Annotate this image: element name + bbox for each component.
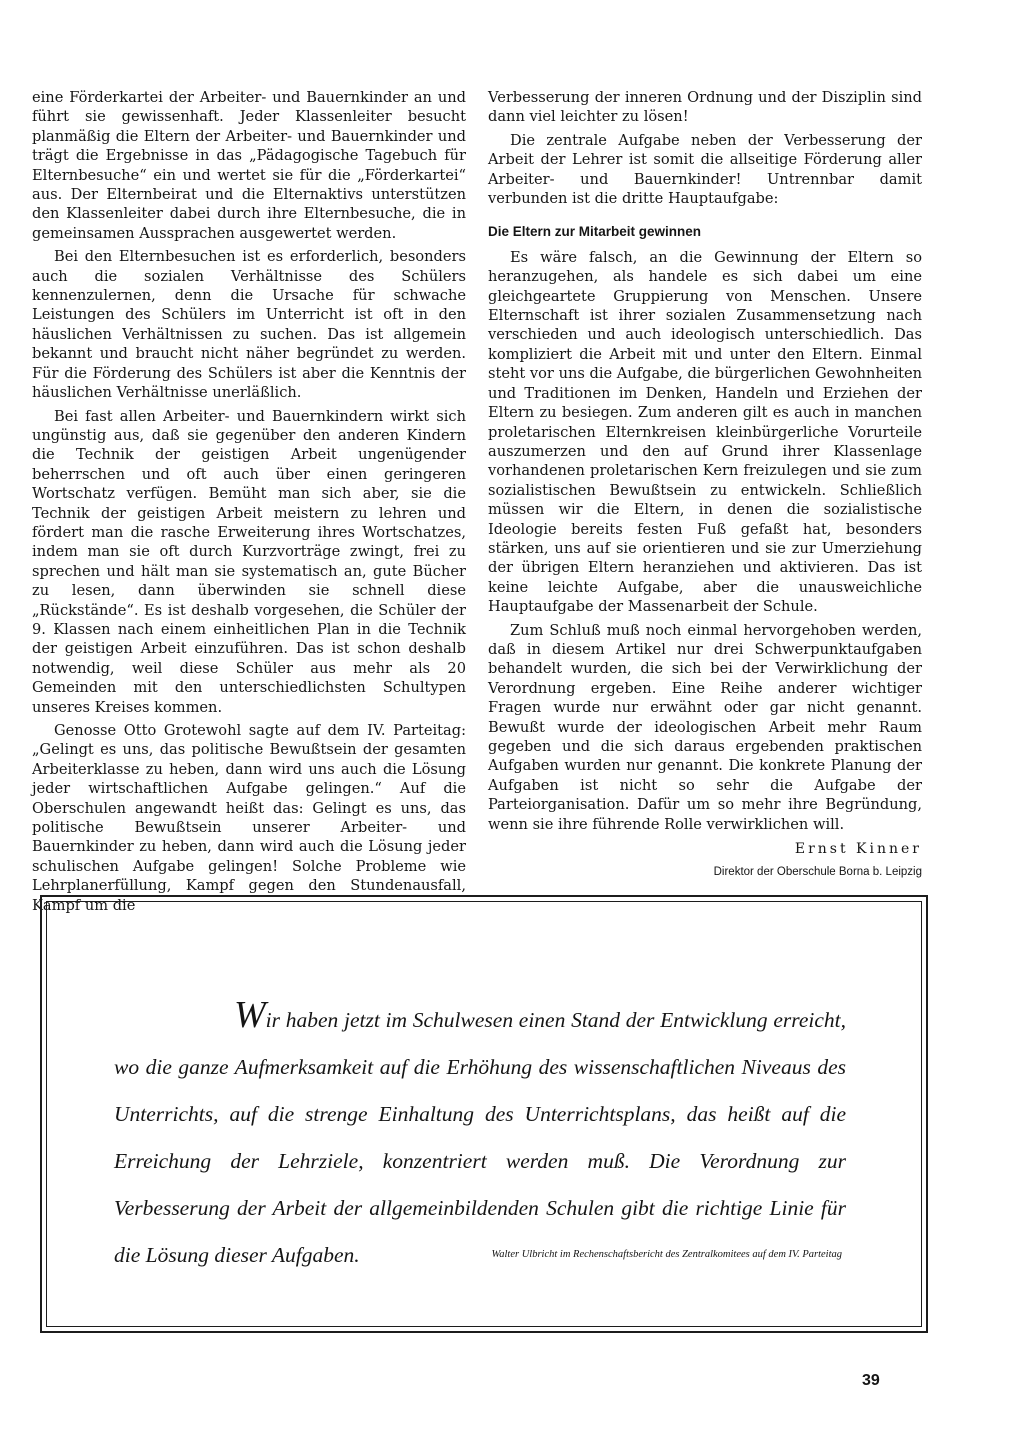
page-number: 39 — [862, 1372, 880, 1389]
paragraph: Bei fast allen Arbeiter- und Bauernkindern wirkt sich ungünstig aus, daß sie gegenüber den anderen Kindern die Technik der geistigen Arbeit ungenügender beherrschen und oft auch über einen geringeren Wortschatz verfügen. Bemüht man sich aber, sie die Technik der geistigen Arbeit meistern zu lehren und fördert man die rasche Erweiterung ihres Wortschatzes, indem man sie oft durch Kurzvorträge zwingt, frei zu sprechen und hält man sie systematisch an, gute Bücher zu lesen, dann überwinden sie schnell diese „Rückstände“. Es ist deshalb vorgesehen, die Schüler der 9. Klassen nach einem einheitlichen Plan in die Technik der geistigen Arbeit einzuführen. Das ist schon deshalb notwendig, weil diese Schüler aus mehr als 20 Gemeinden mit den unterschiedlichsten Schultypen unseres Kreises kommen. — [32, 407, 466, 716]
quote-box — [40, 895, 928, 1333]
paragraph: Verbesserung der inneren Ordnung und der Disziplin sind dann viel leichter zu lösen! — [488, 89, 922, 126]
quote-text — [114, 994, 846, 1279]
quote-body: ir haben jetzt im Schulwesen einen Stand der Entwicklung erreicht, wo die ganze Aufmerksamkeit auf die Erhöhung des wissenschaftlichen Niveaus des Unterrichts, auf die strenge Einhaltung des Unterrichtsplans, das heißt auf die Erreichung der Lehrziele, konzentriert werden muß. Die Verordnung zur Verbesserung der Arbeit der allgemeinbildenden Schulen gibt die richtige Linie für die Lösung dieser Aufgaben. — [114, 1008, 846, 1267]
author-title: Direktor der Oberschule Borna b. Leipzig — [713, 866, 922, 879]
quote-attribution: Walter Ulbricht im Rechenschaftsbericht des Zentralkomitees auf dem IV. Parteitag — [491, 1249, 842, 1260]
left-column — [32, 88, 466, 919]
author-signature — [488, 840, 922, 883]
author-name: Ernst Kinner — [794, 841, 922, 858]
paragraph: Die zentrale Aufgabe neben der Verbesserung der Arbeit der Lehrer ist somit die allseitige Förderung aller Arbeiter- und Bauernkinder! Untrennbar damit verbunden ist die dritte Hauptaufgabe: — [488, 131, 922, 208]
paragraph: Genosse Otto Grotewohl sagte auf dem IV. Parteitag: „Gelingt es uns, das politische Bewußtsein der gesamten Arbeiterklasse zu heben, dann wird uns auch die Lösung jeder wirtschaftlichen Aufgabe gelingen.“ Auf die Oberschulen angewandt heißt das: Gelingt es uns, das politische Bewußtsein unserer Arbeiter- und Bauernkinder zu heben, dann wird auch die Lösung jeder schulischen Aufgabe gelingen! Solche Probleme wie Lehrplanerfüllung, Kampf gegen den Stundenausfall, Kampf um die — [32, 722, 466, 914]
right-column — [488, 88, 922, 883]
section-heading: Die Eltern zur Mitarbeit gewinnen — [488, 224, 702, 240]
paragraph: Es wäre falsch, an die Gewinnung der Eltern so heranzugehen, als handele es sich dabei um eine gleichgeartete Gruppierung von Menschen. Unsere Elternschaft ist ihrer sozialen Zusammensetzung nach verschieden und auch ideologisch unterschiedlich. Das kompliziert die Arbeit mit und unter den Eltern. Einmal steht vor uns die Aufgabe, die bürgerlichen Gewohnheiten und Traditionen im Denken, Handeln und Erziehen der Eltern zu besiegen. Zum anderen gilt es auch in manchen proletarischen Elternkreisen kleinbürgerliche Vorurteile auszumerzen und den auf Grund ihrer Klassenlage vorhandenen proletarischen Kern freizulegen und sie zum sozialistischen Bewußtsein zu entwickeln. Schließlich müssen wir die Eltern, in denen die sozialistische Ideologie bereits festen Fuß gefaßt hat, besonders stärken, uns auf sie orientieren und sie zur Umerziehung der übrigen Eltern heranziehen und aktivieren. Das ist keine leichte Aufgabe, aber die unausweichliche Hauptaufgabe der Massenarbeit der Schule. — [488, 248, 922, 616]
quote-dropcap: W — [234, 994, 266, 1036]
paragraph: Zum Schluß muß noch einmal hervorgehoben werden, daß in diesem Artikel nur drei Schwerpunktaufgaben behandelt wurden, die sich bei der Verwirklichung der Verordnung ergeben. Eine Reihe anderer wichtiger Fragen wurde nur erwähnt oder gar nicht genannt. Bewußt wurde der ideologischen Arbeit mehr Raum gegeben und die sich daraus ergebenden praktischen Aufgaben wurden nur genannt. Die konkrete Planung der Aufgaben ist nicht so sehr die Aufgabe der Parteiorganisation. Dafür um so mehr ihre Begründung, wenn sie ihre führende Rolle verwirklichen will. — [488, 621, 922, 833]
paragraph: Bei den Elternbesuchen ist es erforderlich, besonders auch die sozialen Verhältnisse des Schülers kennenzulernen, denn die Ursache für schwache Leistungen des Schülers im Unterricht ist oft in den häuslichen Verhältnissen zu suchen. Das ist allgemein bekannt und braucht nicht näher begründet zu werden. Für die Förderung des Schülers ist aber die Kenntnis der häuslichen Verhältnisse unerläßlich. — [32, 248, 466, 402]
paragraph: eine Förderkartei der Arbeiter- und Bauernkinder an und führt sie gewissenhaft. Jeder Klassenleiter besucht planmäßig die Eltern der Arbeiter- und Bauernkinder und trägt die Ergebnisse in das „Pädagogische Tagebuch für Elternbesuche“ ein und wertet sie für die „Förderkartei“ aus. Der Elternbeirat und die Elternaktivs unterstützen den Klassenleiter dabei durch ihre Elternbesuche, die in gemeinsamen Aussprachen ausgewertet werden. — [32, 89, 466, 242]
